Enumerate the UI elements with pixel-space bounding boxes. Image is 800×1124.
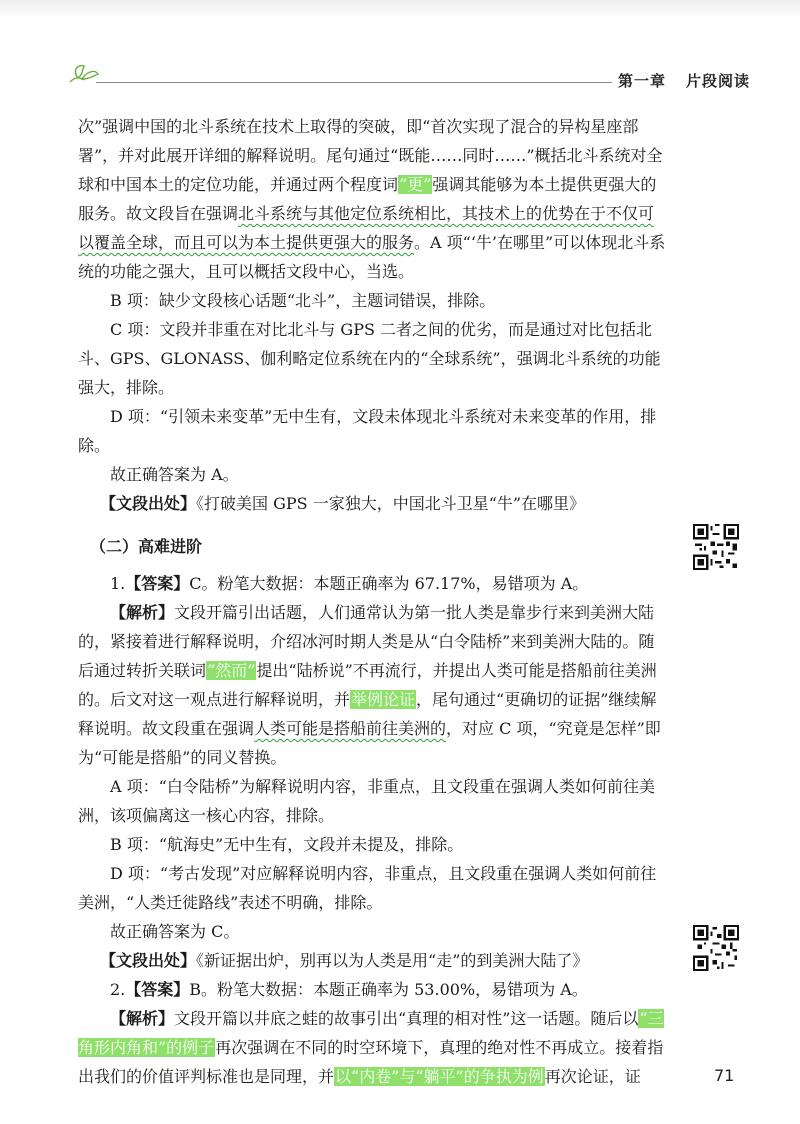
highlight-keyword: “三角形内角和”的例子 <box>78 1009 664 1057</box>
chapter-label: 第一章 <box>618 72 667 90</box>
source-line <box>78 489 668 518</box>
q1-analysis <box>78 598 668 772</box>
qr-code-icon[interactable] <box>693 925 739 971</box>
q1-answer-line <box>78 569 668 598</box>
answer-label: 【答案】 <box>125 980 190 999</box>
text-span: 文段开篇以井底之蛙的故事引出“真理的相对性”这一话题。随后以 <box>174 1009 639 1028</box>
text-span: ，对应 C 项，“究竟是怎样”即为“可能是搭船”的同义替换。 <box>78 719 661 767</box>
q1-option-a: A 项：“白令陆桥”为解释说明内容，非重点，且文段重在强调人类如何前往美洲，该项偏离这一核心内容，排除。 <box>78 777 656 825</box>
text-span: 。A 项“‘牛’在哪里”可以体现北斗系统的功能之强大，且可以概括文段中心，当选。 <box>78 233 666 281</box>
text-span: 再次论证，证 <box>544 1067 641 1086</box>
option-b-analysis: B 项：缺少文段核心话题“北斗”，主题词错误，排除。 <box>110 291 496 310</box>
source-label: 【文段出处】 <box>100 494 197 513</box>
key-sentence-underline: 人类可能是搭船前往美洲的 <box>254 719 447 738</box>
q1-source-line <box>78 946 668 975</box>
q1-option-d: D 项：“考古发现”对应解释说明内容，非重点，且文段重在强调人类如何前往美洲，“人类迁徙路线”表述不明确，排除。 <box>78 864 657 912</box>
question-number: 1. <box>110 574 126 593</box>
page-number: 71 <box>714 1066 735 1085</box>
analysis-label: 【解析】 <box>110 603 175 622</box>
highlight-keyword: “更” <box>399 175 432 194</box>
text-span: 强调其能够为本土提供更强大的服务。故文段旨在强调 <box>78 175 657 223</box>
text-span: 提出“陆桥说”不再流行，并提出人类可能是搭船前往美洲的。后文对这一观点进行解释说明，并 <box>78 661 657 709</box>
option-d-analysis: D 项：“引领未来变革”无中生有，文段未体现北斗系统对未来变革的作用，排除。 <box>78 407 657 455</box>
page-top-band <box>0 0 800 18</box>
highlight-keyword: 举例论证 <box>351 690 416 709</box>
answer-text: B。粉笔大数据：本题正确率为 53.00%，易错项为 A。 <box>189 980 588 999</box>
qr-code-icon[interactable] <box>693 524 739 570</box>
text-span: ，尾句通过“更确切的证据”继续解释说明。故文段重在强调 <box>78 690 657 738</box>
option-c-analysis: C 项：文段并非重在对比北斗与 GPS 二者之间的优劣，而是通过对比包括北斗、GPS、GLONASS、伽利略定位系统在内的“全球系统”，强调北斗系统的功能强大，排除。 <box>78 320 661 397</box>
page-body <box>78 112 668 1091</box>
text-span: 再次强调在不同的时空环境下，真理的绝对性不再成立。接着指出我们的价值评判标准也是同理，并 <box>78 1038 664 1086</box>
key-sentence-underline: 北斗系统与其他定位系统相比，其技术上的优势在于不仅可以覆盖全球，而且可以为本土提供更强大的服务 <box>78 204 655 252</box>
source-title: 《新证据出炉，别再以为人类是用“走”的到美洲大陆了》 <box>196 951 589 970</box>
section-heading: （二）高难进阶 <box>90 537 203 556</box>
leaf-icon <box>64 58 104 88</box>
section-label: 片段阅读 <box>686 72 751 90</box>
source-title: 《打破美国 GPS 一家独大，中国北斗卫星“牛”在哪里》 <box>196 494 586 513</box>
text-span: 次”强调中国的北斗系统在技术上取得的突破，即“首次实现了混合的异构星座部署”，并对此展开详细的解释说明。尾句通过“既能……同时……”概括北斗系统对全球和中国本土的定位功能，并通过两个程度词 <box>78 117 663 194</box>
q2-answer-line <box>78 975 668 1004</box>
q2-analysis <box>78 1004 668 1091</box>
answer-label: 【答案】 <box>125 574 190 593</box>
highlight-keyword: 以“内卷”与“躺平”的争执为例 <box>335 1067 544 1086</box>
question-number: 2. <box>110 980 126 999</box>
highlight-keyword: “然而” <box>207 661 256 680</box>
running-header <box>618 70 750 91</box>
header-rule <box>96 82 612 83</box>
source-label: 【文段出处】 <box>100 951 197 970</box>
answer-text: C。粉笔大数据：本题正确率为 67.17%，易错项为 A。 <box>189 574 589 593</box>
paragraph-analysis-continued <box>78 112 668 286</box>
correct-answer: 故正确答案为 A。 <box>110 465 239 484</box>
analysis-label: 【解析】 <box>110 1009 175 1028</box>
text-span: 文段开篇引出话题，人们通常认为第一批人类是靠步行来到美洲大陆的，紧接着进行解释说明，介绍冰河时期人类是从“白令陆桥”来到美洲大陆的。随后通过转折关联词 <box>78 603 655 680</box>
q1-option-b: B 项：“航海史”无中生有，文段并未提及，排除。 <box>110 835 464 854</box>
q1-final-answer: 故正确答案为 C。 <box>110 922 240 941</box>
